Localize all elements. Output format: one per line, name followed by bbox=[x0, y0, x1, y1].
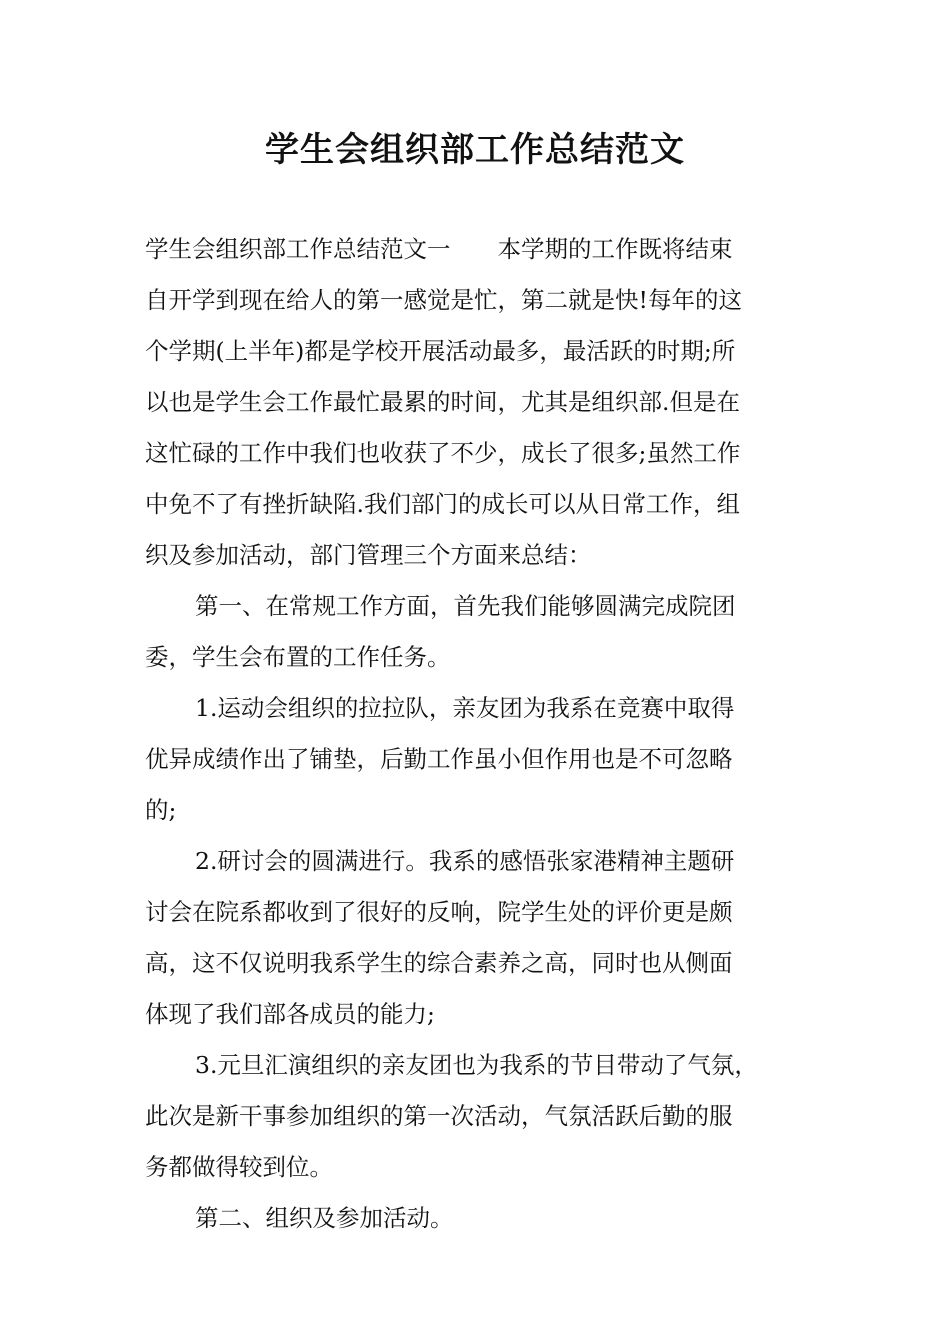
body-line: 个学期(上半年)都是学校开展活动最多，最活跃的时期;所 bbox=[145, 337, 736, 365]
document-title: 学生会组织部工作总结范文 bbox=[265, 130, 685, 170]
body-line: 的; bbox=[145, 796, 177, 824]
paragraph-first-line: 第二、组织及参加活动。 bbox=[195, 1204, 454, 1232]
body-line: 学生会组织部工作总结范文一 本学期的工作既将结束 bbox=[145, 235, 733, 263]
body-line: 委，学生会布置的工作任务。 bbox=[145, 643, 451, 671]
paragraph-first-line: 1.运动会组织的拉拉队，亲友团为我系在竞赛中取得 bbox=[195, 694, 735, 722]
body-line: 这忙碌的工作中我们也收获了不少，成长了很多;虽然工作 bbox=[145, 439, 741, 467]
body-line: 以也是学生会工作最忙最累的时间，尤其是组织部.但是在 bbox=[145, 388, 740, 416]
body-line: 织及参加活动，部门管理三个方面来总结： bbox=[145, 541, 592, 569]
paragraph-first-line: 2.研讨会的圆满进行。我系的感悟张家港精神主题研 bbox=[195, 847, 735, 875]
body-line: 中免不了有挫折缺陷.我们部门的成长可以从日常工作，组 bbox=[145, 490, 740, 518]
body-line: 自开学到现在给人的第一感觉是忙，第二就是快!每年的这 bbox=[145, 286, 742, 314]
body-line: 此次是新干事参加组织的第一次活动，气氛活跃后勤的服 bbox=[145, 1102, 733, 1130]
body-line: 优异成绩作出了铺垫，后勤工作虽小但作用也是不可忽略 bbox=[145, 745, 733, 773]
body-line: 讨会在院系都收到了很好的反响，院学生处的评价更是颇 bbox=[145, 898, 733, 926]
body-line: 务都做得较到位。 bbox=[145, 1153, 333, 1181]
body-line: 高，这不仅说明我系学生的综合素养之高，同时也从侧面 bbox=[145, 949, 733, 977]
body-line: 体现了我们部各成员的能力; bbox=[145, 1000, 435, 1028]
paragraph-first-line: 3.元旦汇演组织的亲友团也为我系的节目带动了气氛， bbox=[195, 1051, 758, 1079]
paragraph-first-line: 第一、在常规工作方面，首先我们能够圆满完成院团 bbox=[195, 592, 736, 620]
document-body bbox=[145, 224, 813, 1244]
